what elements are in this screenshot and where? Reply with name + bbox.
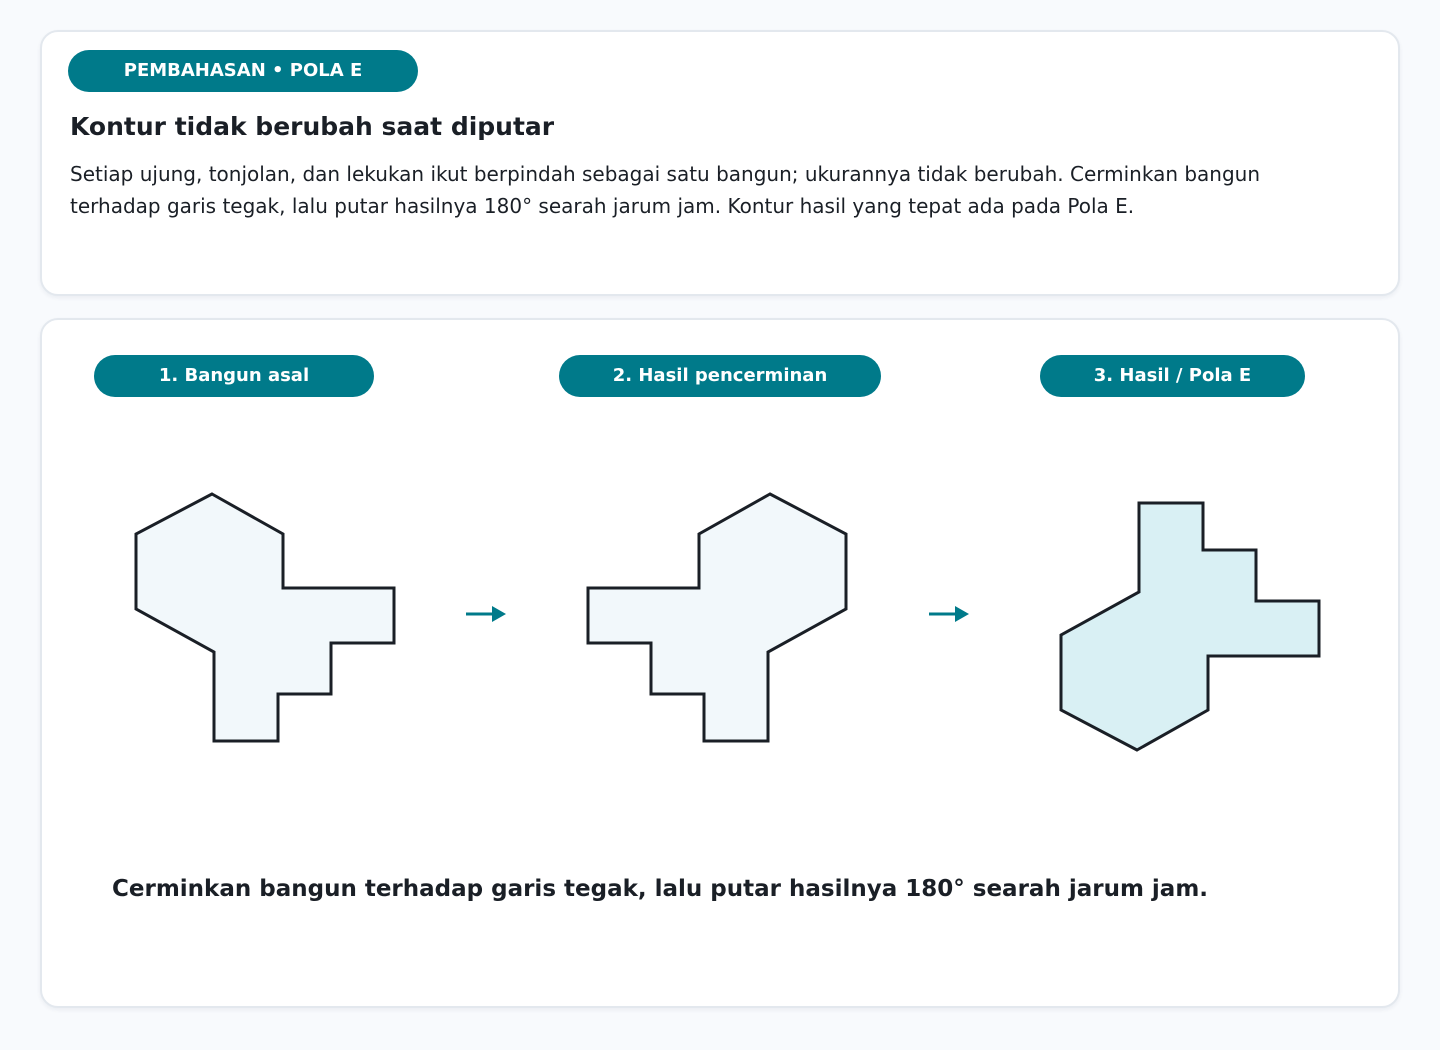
- arrow-right-icon: [929, 606, 969, 622]
- shape-original: [136, 494, 394, 741]
- explanation-card: [40, 30, 1400, 296]
- step-label-result: 3. Hasil / Pola E: [1040, 355, 1305, 397]
- shape-mirrored: [588, 494, 846, 741]
- shape-result-pola-e: [1061, 503, 1319, 750]
- arrow-right-icon: [466, 606, 506, 622]
- step-label-mirror: 2. Hasil pencerminan: [559, 355, 881, 397]
- step-label-original: 1. Bangun asal: [94, 355, 374, 397]
- section-badge: PEMBAHASAN • POLA E: [68, 50, 418, 92]
- transformation-card: [40, 318, 1400, 1008]
- transformation-diagram: [42, 320, 1402, 1010]
- instruction-text: Cerminkan bangun terhadap garis tegak, lalu putar hasilnya 180° searah jarum jam.: [112, 876, 1209, 902]
- explanation-title: Kontur tidak berubah saat diputar: [70, 112, 555, 141]
- explanation-text: Setiap ujung, tonjolan, dan lekukan ikut berpindah sebagai satu bangun; ukurannya tidak berubah. Cerminkan bangun terhadap garis tegak, lalu putar hasilnya 180° searah jarum jam. Kontur hasil yang tepat ada pada Pola E.: [70, 162, 1261, 218]
